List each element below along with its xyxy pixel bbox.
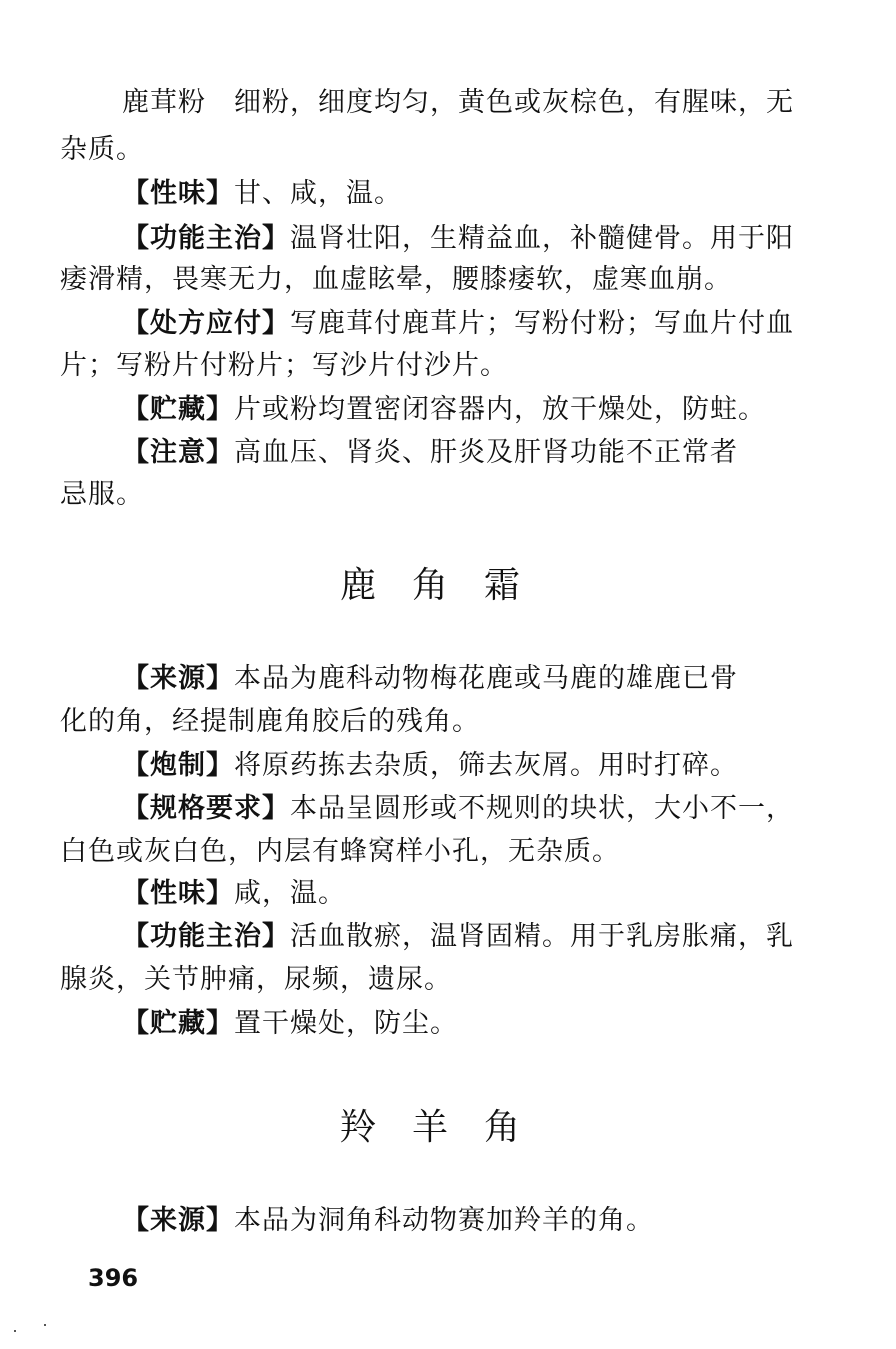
s1-source-line2 (60, 705, 480, 739)
page-number: 396 (88, 1264, 139, 1292)
s1-function-text1: 活血散瘀，温肾固精。用于乳房胀痛，乳 (290, 921, 794, 952)
powder-desc-line2: 杂质。 (60, 134, 144, 165)
s1-source-label: 【来 源】 (122, 663, 234, 694)
storage-text: 片或粉均置密闭容器内，放干燥处，防蛀。 (234, 394, 766, 425)
s1-taste-text: 咸，温。 (234, 878, 346, 909)
s1-function-text2: 腺炎，关节肿痛，尿频，遗尿。 (60, 964, 452, 995)
storage-label: 【贮 藏】 (122, 394, 234, 425)
s1-source-text2: 化的角，经提制鹿角胶后的残角。 (60, 706, 480, 737)
s1-source-line1 (122, 662, 738, 696)
s1-spec-text2: 白色或灰白色，内层有蜂窝样小孔，无杂质。 (60, 836, 620, 867)
note-label: 【注 意】 (122, 437, 234, 468)
s1-spec-line2 (60, 835, 620, 869)
note-line2: 忌服。 (60, 479, 144, 510)
powder-entry-line1 (122, 86, 794, 120)
powder-desc-line1: 细粉，细度均匀，黄色或灰棕色，有腥味，无 (234, 87, 794, 118)
section-title-lingyangjiao: 羚羊角 (339, 1107, 556, 1148)
note-entry-line2 (60, 478, 144, 512)
s2-source-entry (122, 1204, 654, 1238)
s2-source-label: 【来 源】 (122, 1205, 234, 1236)
s1-taste-entry (122, 877, 346, 911)
note-line1: 高血压、肾炎、肝炎及肝肾功能不正常者 (234, 437, 738, 468)
s1-spec-label: 【规格要求】 (122, 793, 290, 824)
s1-process-text: 将原药拣去杂质，筛去灰屑。用时打碎。 (234, 750, 738, 781)
function-entry-line1 (122, 222, 794, 256)
prescription-label: 【处方应付】 (122, 308, 290, 339)
powder-entry-line2 (60, 133, 144, 167)
s1-taste-label: 【性 味】 (122, 878, 234, 909)
scan-speck (14, 1330, 16, 1332)
prescription-line2: 片；写粉片付粉片；写沙片付沙片。 (60, 350, 508, 381)
s2-source-text: 本品为洞角科动物赛加羚羊的角。 (234, 1205, 654, 1236)
s1-storage-label: 【贮 藏】 (122, 1008, 234, 1039)
prescription-line1: 写鹿茸付鹿茸片；写粉付粉；写血片付血 (290, 308, 794, 339)
function-line1: 温肾壮阳，生精益血，补髓健骨。用于阳 (290, 223, 794, 254)
section-title-lujiaoshuang: 鹿角霜 (339, 565, 556, 606)
taste-text: 甘、咸，温。 (234, 178, 402, 209)
storage-entry (122, 393, 766, 427)
taste-entry (122, 177, 402, 211)
s1-source-text1: 本品为鹿科动物梅花鹿或马鹿的雄鹿已骨 (234, 663, 738, 694)
s1-function-line1 (122, 920, 794, 954)
s1-process-label: 【炮 制】 (122, 750, 234, 781)
function-label: 【功能主治】 (122, 223, 290, 254)
s1-function-label: 【功能主治】 (122, 921, 290, 952)
note-entry-line1 (122, 436, 738, 470)
prescription-entry-line1 (122, 307, 794, 341)
function-entry-line2 (60, 263, 732, 297)
taste-label: 【性 味】 (122, 178, 234, 209)
s1-storage-entry (122, 1007, 458, 1041)
scan-speck (44, 1324, 46, 1326)
s1-storage-text: 置干燥处，防尘。 (234, 1008, 458, 1039)
s1-spec-text1: 本品呈圆形或不规则的块状，大小不一， (290, 793, 794, 824)
s1-function-line2 (60, 963, 452, 997)
function-line2: 痿滑精，畏寒无力，血虚眩晕，腰膝痿软，虚寒血崩。 (60, 264, 732, 295)
s1-process-entry (122, 749, 738, 783)
s1-spec-line1 (122, 792, 794, 826)
powder-label: 鹿茸粉 (122, 87, 206, 118)
prescription-entry-line2 (60, 349, 508, 383)
